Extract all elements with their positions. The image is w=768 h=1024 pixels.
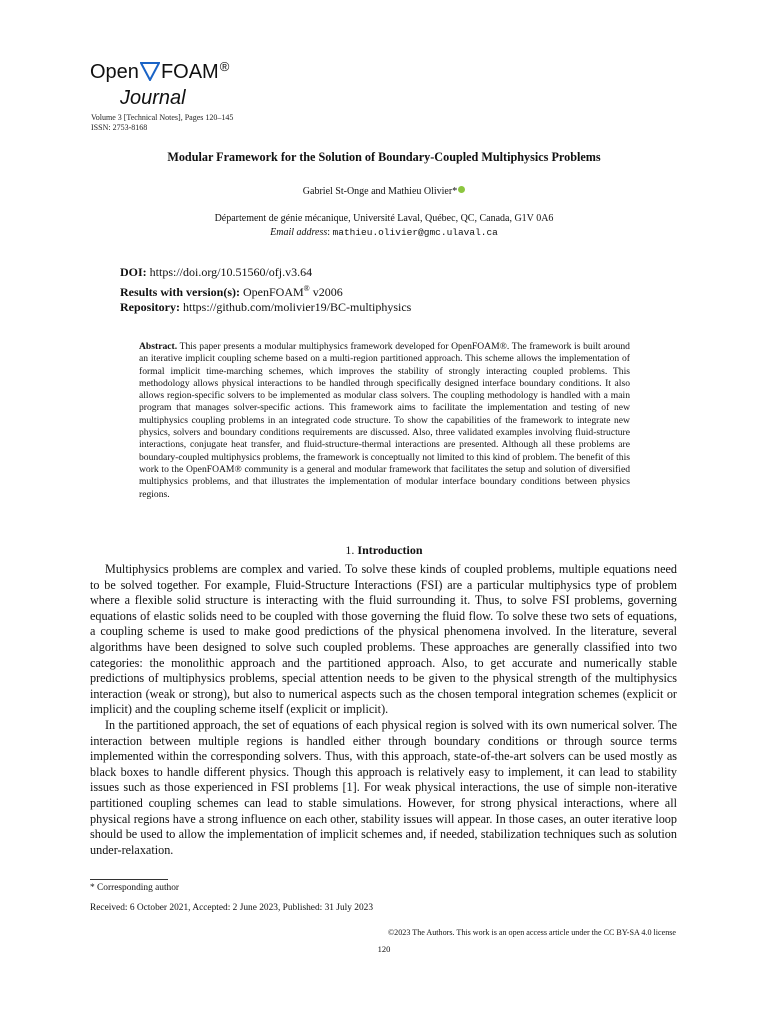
orcid-icon[interactable] [458,186,465,193]
doi-label: DOI: [120,265,147,279]
repository-label: Repository: [120,300,180,314]
repository-line [120,300,411,316]
authors-text: Gabriel St-Onge and Mathieu Olivier* [302,186,458,197]
openfoam-triangle-icon [140,62,160,87]
introduction-paragraph-1: Multiphysics problems are complex and varied. To solve these kinds of coupled problems, multiple equations need to be solved together. For example, Fluid-Structure Interactions (FSI) are a particular multiphysics type of problem where a flexible solid structure is interacting with the fluid surrounding it. Thus, to solve FSI problems, governing equations of elastic solids need to be coupled with those governing the fluid flow. To solve these two sets of equations, a coupling scheme is used to make good predictions of the physical phenomena involved. In the literature, several algorithms have been designed to solve such coupled problems. These approaches are generally classified into two categories: the monolithic approach and the partitioned approach. Also, to get accurate and numerically stable predictions of multiphysics problems, special attention needs to be given to the physical strength of the multiphysics interaction (weak or strong), but also to numerical aspects such as the chosen temporal integration schemes (explicit or implicit) and the coupling scheme itself (explicit or implicit). [90,562,677,717]
doi-line [120,265,411,281]
logo-open-text: Open [90,61,139,83]
logo-journal-text: Journal [120,87,186,109]
volume-line: Volume 3 [Technical Notes], Pages 120–145 [91,113,234,122]
issn-line: ISSN: 2753-8168 [91,122,148,132]
footnote-divider [90,879,168,880]
email-link[interactable]: mathieu.olivier@gmc.ulaval.ca [332,227,498,238]
logo-foam-text: FOAM [160,61,219,83]
volume-info [91,113,233,132]
publication-dates: Received: 6 October 2021, Accepted: 2 June 2023, Published: 31 July 2023 [90,903,374,913]
results-label: Results with version(s): [120,284,240,299]
repository-link[interactable]: https://github.com/molivier19/BC-multiphysics [183,300,412,314]
copyright-notice: ©2023 The Authors. This work is an open access article under the CC BY-SA 4.0 license [388,928,676,937]
paper-title: Modular Framework for the Solution of Boundary-Coupled Multiphysics Problems [167,150,601,164]
email-line: Email address: mathieu.olivier@gmc.ulaval.ca [270,227,498,238]
abstract-label: Abstract. [139,341,178,352]
affiliation: Département de génie mécanique, Université Laval, Québec, QC, Canada, G1V 0A6 [214,213,554,224]
abstract [139,341,630,501]
section-heading-introduction [0,543,768,558]
logo-registered-mark: ® [219,59,230,74]
section-number: 1. [345,543,355,557]
email-label: Email address [270,227,328,238]
journal-logo [90,60,229,108]
footnote-corresponding-author: * Corresponding author [90,883,180,893]
results-value: OpenFOAM® v2006 [243,283,343,299]
page-number: 120 [377,944,391,954]
paper-metadata [120,265,411,316]
introduction-paragraph-2: In the partitioned approach, the set of equations of each physical region is solved with its own numerical solver. The interaction between multiple regions is handled either through boundary conditions or through source terms implemented within the corresponding solvers. Thus, with this approach, state-of-the-art solvers can be used mostly as black boxes to handle different physics. Though this approach is relatively easy to implement, it can lead to stability issues such as those experienced in FSI problems [1]. For weak physical interactions, the use of simple non-iterative partitioned coupling schemes can lead to stable simulations. However, for strong physical interactions, where all physical regions have a strong influence on each other, stability issues will appear. In those cases, an outer iterative loop should be used to allow the implementation of implicit schemes and, if needed, stabilization techniques such as solution under-relaxation. [90,717,677,857]
section-title: Introduction [357,543,423,557]
authors-line [0,186,768,197]
results-line [120,281,411,301]
doi-link[interactable]: https://doi.org/10.51560/ofj.v3.64 [149,265,313,279]
introduction-body [90,562,677,858]
abstract-text: This paper presents a modular multiphysics framework developed for OpenFOAM®. The framework is built around an iterative implicit coupling scheme based on a multi-region partitioned approach. This scheme allows the implementation of formal implicit time-marching schemes, which improves the stability of strongly interacting coupled problems. This methodology allows physical interactions to be handled through specifically designed interface boundary conditions. It also allows region-specific solvers to be implemented as modular class solvers. The coupling methodology is handled with a main program that manages solver-specific actions. This framework aims to facilitate the implementation and testing of new multiphysics coupling problems in an integrated code structure. To show the capabilities of the framework to integrate new physics, solvers and boundary conditions requirements are discussed. Also, three validated examples involving fluid-structure interactions, conjugate heat transfer, and fluid-structure-thermal interactions are presented. Although all these problems are boundary-coupled multiphysics problems, the framework is conceptually not limited to this kind of problem. The benefit of this work to the OpenFOAM® community is a general and modular framework that facilitates the setup and solution of diversified multiphysics problems, and that illustrates the implementation of modular interface boundary conditions between physics regions. [139,341,630,500]
